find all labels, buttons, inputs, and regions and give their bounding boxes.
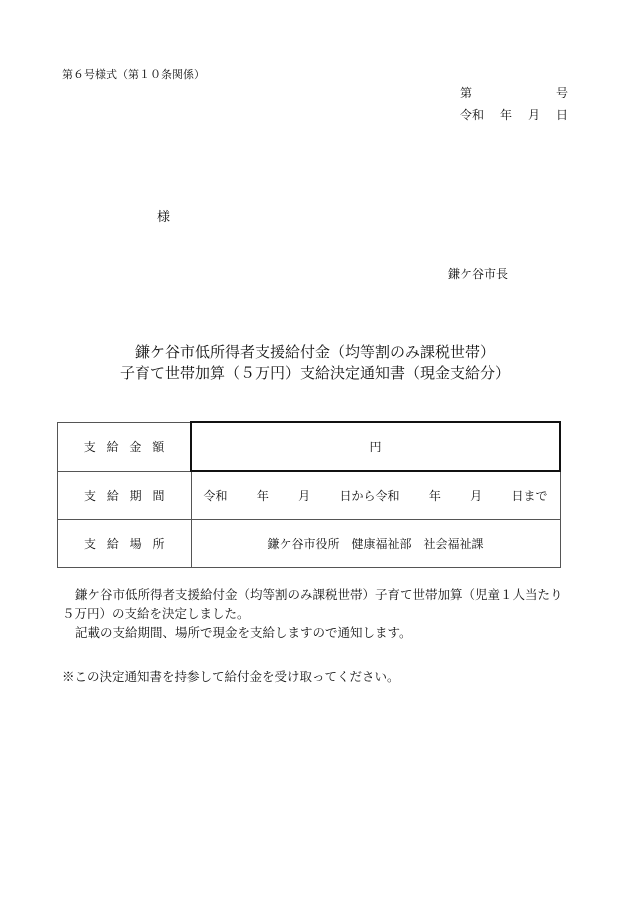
amount-label: 支給金額: [58, 422, 192, 471]
place-row: [58, 520, 561, 568]
period-label: 支給期間: [58, 471, 192, 520]
issue-date-month: 月: [527, 108, 540, 122]
period-end-day: 日まで: [511, 489, 548, 503]
document-title-line2: 子育て世帯加算（５万円）支給決定通知書（現金支給分）: [119, 364, 510, 382]
period-row: [58, 471, 561, 520]
payment-details-table: [57, 421, 561, 568]
addressee-honorific: 様: [157, 210, 171, 225]
body-paragraph-1: 鎌ケ谷市低所得者支援給付金（均等割のみ課税世帯）子育て世帯加算（児童１人当たり５万円）の支給を決定しました。: [62, 587, 563, 621]
place-label: 支給場所: [58, 520, 192, 568]
document-number: [460, 84, 568, 101]
period-start-day: 日から令和: [339, 489, 400, 503]
document-number-prefix: 第: [460, 86, 473, 100]
body-text: [62, 585, 572, 642]
amount-value: [191, 422, 560, 471]
issue-date-year: 年: [499, 108, 512, 122]
amount-unit: 円: [369, 440, 382, 454]
note-text: ※この決定通知書を持参して給付金を受け取ってください。: [62, 669, 400, 684]
issue-date-era: 令和: [460, 108, 485, 122]
amount-row: [58, 422, 561, 471]
period-end-year: 年: [428, 489, 441, 503]
document-title-line1: 鎌ケ谷市低所得者支援給付金（均等割のみ課税世帯）: [134, 343, 495, 361]
period-value: [191, 471, 560, 520]
period-start-month: 月: [298, 489, 311, 503]
document-number-suffix: 号: [555, 86, 568, 100]
issuer-name: 鎌ケ谷市長: [448, 267, 509, 281]
period-end-month: 月: [470, 489, 483, 503]
period-start-year: 年: [256, 489, 269, 503]
place-value: 鎌ケ谷市役所 健康福祉部 社会福祉課: [191, 520, 560, 568]
body-paragraph-2: 記載の支給期間、場所で現金を支給しますので通知します。: [75, 625, 412, 640]
form-number: 第６号様式（第１０条関係）: [62, 68, 205, 81]
issue-date: [460, 106, 568, 123]
period-start-era: 令和: [203, 489, 228, 503]
issue-date-day: 日: [555, 108, 568, 122]
